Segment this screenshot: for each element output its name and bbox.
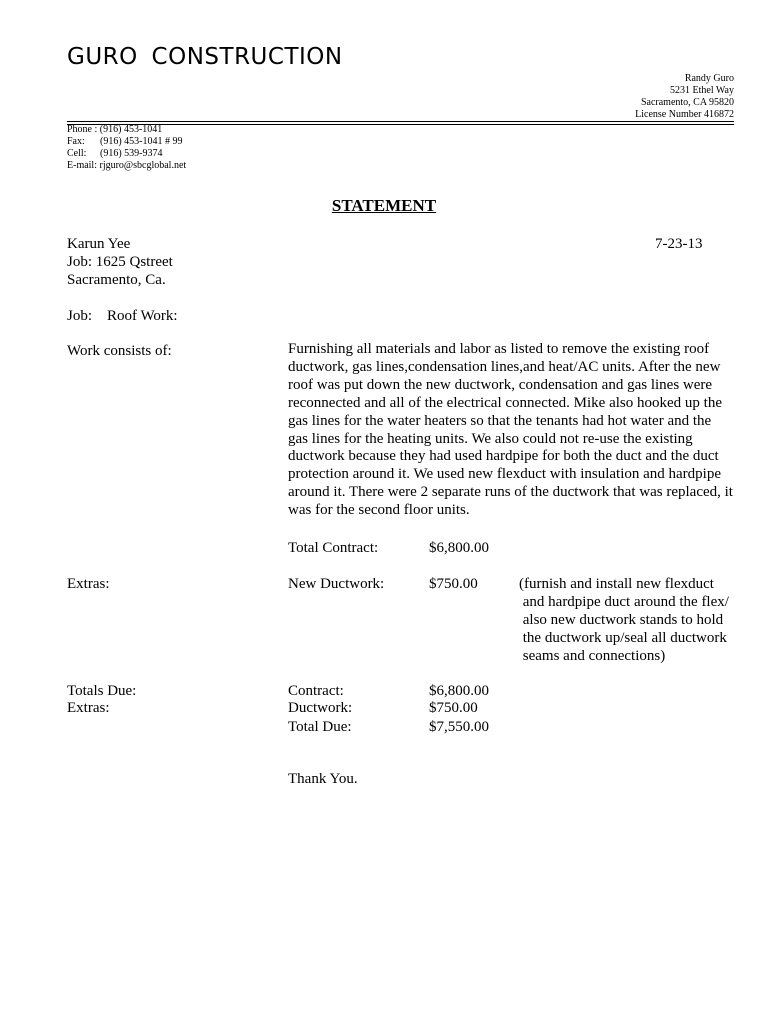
total-due-amount: $7,550.00 <box>429 719 489 735</box>
extras-note <box>519 575 729 665</box>
client-job-address: Job: 1625 Qstreet <box>67 254 173 270</box>
document-title: STATEMENT <box>331 196 437 215</box>
address-owner: Randy Guro <box>684 73 734 84</box>
header-rule-bottom <box>67 124 734 125</box>
contact-fax <box>67 136 183 148</box>
job-value: Roof Work: <box>107 308 178 324</box>
totals-extras-label: Extras: <box>67 700 110 716</box>
extras-note-line: seams and connections) <box>519 648 666 664</box>
extras-note-line: (furnish and install new flexduct <box>519 576 714 592</box>
contact-cell <box>67 148 163 160</box>
extras-label: Extras: <box>67 576 110 592</box>
header-rule-top <box>67 121 734 122</box>
client-city: Sacramento, Ca. <box>67 272 166 288</box>
contact-phone: Phone : (916) 453-1041 <box>67 124 163 135</box>
total-due-label: Total Due: <box>288 719 352 735</box>
fax-value: (916) 453-1041 # 99 <box>100 136 183 147</box>
cell-value: (916) 539-9374 <box>100 148 163 159</box>
work-description: Furnishing all materials and labor as listed to remove the existing roof ductwork, gas lines,condensation lines,and heat/AC units. After the new roof was put down the new ductwork, condensation and gas lines were reconnected and all of the electrical connected. Mike also hooked up the gas lines for the water heaters so that the tenants had hot water and the gas lines for the heating units. We also could not re-use the existing ductwork because they had used hardpipe for both the duct and the duct protection around it. We used new flexduct with insulation and hardpipe around it. There were 2 separate runs of the ductwork that was replaced, it was for the second floor units. <box>288 341 733 519</box>
total-row-amount: $750.00 <box>429 700 478 716</box>
cell-label: Cell: <box>67 148 87 159</box>
extras-note-line: and hardpipe duct around the flex/ <box>519 594 729 610</box>
contact-email: E-mail: rjguro@sbcglobal.net <box>67 160 187 171</box>
extras-item: New Ductwork: <box>288 576 385 592</box>
closing-text: Thank You. <box>288 771 358 787</box>
extras-note-line: also new ductwork stands to hold <box>519 612 724 628</box>
total-row-amount: $6,800.00 <box>429 683 489 699</box>
fax-label: Fax: <box>67 136 85 147</box>
statement-date: 7-23-13 <box>655 236 703 252</box>
contract-amount: $6,800.00 <box>429 540 489 556</box>
job-label: Job: <box>67 308 93 324</box>
company-name: GURO CONSTRUCTION <box>67 44 343 70</box>
client-name: Karun Yee <box>67 236 131 252</box>
totals-label: Totals Due: <box>67 683 137 699</box>
work-label: Work consists of: <box>67 343 172 359</box>
address-street: 5231 Ethel Way <box>670 85 734 96</box>
extras-note-line: the ductwork up/seal all ductwork <box>519 630 727 646</box>
address-city: Sacramento, CA 95820 <box>640 97 734 108</box>
address-license: License Number 416872 <box>635 109 734 120</box>
extras-amount: $750.00 <box>429 576 478 592</box>
total-row-label: Ductwork: <box>288 700 353 716</box>
total-row-label: Contract: <box>288 683 344 699</box>
contract-label: Total Contract: <box>288 540 379 556</box>
